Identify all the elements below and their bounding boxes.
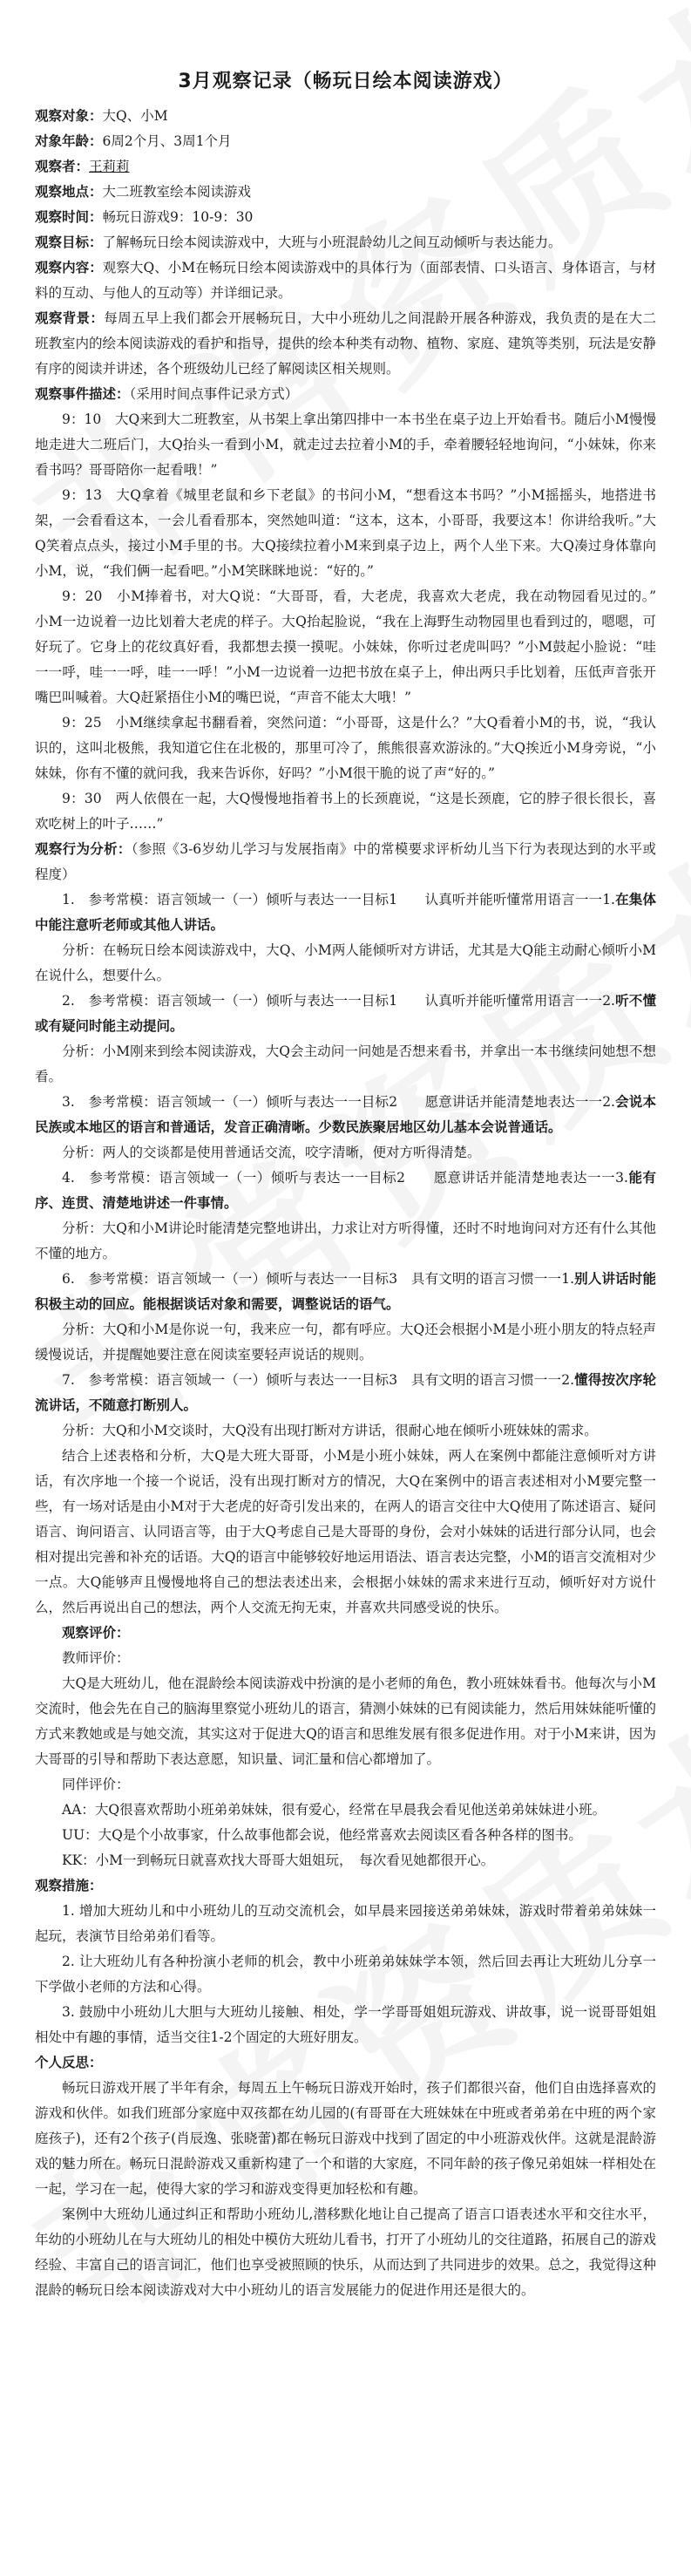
norm-text: 6. 参考常模：语言领域一（一）倾听与表达一一目标3 具有文明的语言习惯一一1. bbox=[62, 1271, 574, 1287]
norm-text: 1. 参考常模：语言领域一（一）倾听与表达一一目标1 认真听并能听懂常用语言一一1. bbox=[62, 892, 615, 907]
info-label: 观察背景： bbox=[35, 310, 105, 326]
analysis-text: 分析：两人的交谈都是使用普通话交流，咬字清晰，便对方听得清楚。 bbox=[62, 1145, 481, 1160]
norm-goal: 能有序、连贯、清楚地讲述一件事情。 bbox=[35, 1170, 656, 1211]
norm-goal: 别人讲话时能积极主动的回应。能根据谈话对象和需要，调整说话的语气。 bbox=[35, 1271, 656, 1312]
analysis-summary: 结合上述表格和分析，大Q是大班大哥哥，小M是小班小妹妹，两人在案例中都能注意倾听对方讲话，有次序地一个接一个说话，没有出现打断对方的情况，大Q在案例中的语言表述相对小M要完整一些，有一场对话是由小M对于大老虎的好奇引发出来的，在两人的语言交往中大Q使用了陈述语言、疑问语言、询问语言、认同语言等，由于大Q考虑自己是大哥哥的身份，会对小妹妹的话进行部分认同，也会相对提出完善和补充的话语。大Q的语言中能够较好地运用语法、语言表达完整，小M的语言交流相对少一点。大Q能够声且慢慢地将自己的想法表述出来，会根据小妹妹的需求来进行互动，倾听好对方说什么，然后再说出自己的想法，两个人交流无拘无束，并喜欢共同感受说的快乐。 bbox=[35, 1448, 656, 1615]
info-value: 了解畅玩日绘本阅读游戏中，大班与小班混龄幼儿之间互动倾听与表达能力。 bbox=[102, 234, 562, 250]
section-label: 观察事件描述： bbox=[35, 386, 130, 402]
norm-text: 3. 参考常模：语言领域一（一）倾听与表达一一目标2 愿意讲话并能清楚地表达一一2. bbox=[62, 1094, 615, 1110]
info-label: 观察目标： bbox=[35, 234, 103, 250]
event-paragraph: 9：25 小M继续拿起书翻看着，突然问道：“小哥哥，这是什么？”大Q看着小M的书，说，“我认识的，这叫北极熊，我知道它住在北极的，那里可冷了，熊熊很喜欢游泳的。”大Q挨近小M身旁说，“小妹妹，你有不懂的就问我，我来告诉你，好吗？”小M很干脆的说了声“好的。” bbox=[35, 715, 656, 781]
info-value: 6周2个月、3周1个月 bbox=[102, 133, 232, 149]
info-value: 畅玩日游戏9：10-9：30 bbox=[102, 209, 254, 225]
info-value: 王莉莉 bbox=[89, 159, 130, 174]
analysis-norm bbox=[35, 1090, 656, 1140]
event-paragraph: 9：10 大Q来到大二班教室，从书架上拿出第四排中一本书坐在桌子边上开始看书。随后小M慢慢地走进大二班后门，大Q抬头一看到小M，就走过去拉着小M的手，牵着腰轻轻地询问，“小妹妹，你来看书吗？哥哥陪你一起看哦！” bbox=[35, 411, 656, 478]
reflection-paragraph: 畅玩日游戏开展了半年有余，每周五上午畅玩日游戏开始时，孩子们都很兴奋，他们自由选择喜欢的游戏和伙伴。如我们班部分家庭中双孩都在幼儿园的(有哥哥在大班妹妹在中班或者弟弟在中班的两个家庭孩子)，还有2个孩子(肖辰逸、张晓蕾)都在畅玩日游戏中找到了固定的中小班游戏伙伴。这就是混龄游戏的魅力所在。畅玩日混龄游戏又重新构建了一个和谐的大家庭，不同年龄的孩子像兄弟姐妹一样相处在一起，学习在一起，使得大家的学习和游戏变得更加轻松和有趣。 bbox=[35, 2080, 657, 2197]
event-paragraph: 9：20 小M捧着书，对大Q说：“大哥哥，看，大老虎，我喜欢大老虎，我在动物园看见过的。” 小M一边说着一边比划着大老虎的样子。大Q抬起脸说，“我在上海野生动物园里也看到过的，嗯嗯，可好玩了。它身上的花纹真好看，我都想去摸一摸呢。小妹妹，你听过老虎叫吗？”小M鼓起小脸说：“哇一一呼，哇一一呼，哇一一呼！”小M一边说着一边把书放在桌子上，伸出两只手比划着，压低声音张开嘴巴叫喊着。大Q赶紧捂住小M的嘴巴说，“声音不能太大哦！” bbox=[35, 588, 670, 705]
peer-eval-item: AA：大Q很喜欢帮助小班弟弟妹妹，很有爱心，经常在早晨我会看见他送弟弟妹妹进小班。 bbox=[62, 1802, 606, 1818]
section-label: 观察行为分析： bbox=[35, 841, 132, 857]
section-label: 观察措施： bbox=[35, 1878, 103, 1893]
info-label: 观察对象： bbox=[35, 108, 103, 124]
info-label: 观察地点： bbox=[35, 184, 103, 200]
info-value: 大二班教室绘本阅读游戏 bbox=[102, 184, 252, 200]
measure-item: 2. 让大班幼儿有各种扮演小老师的机会，教中小班弟弟妹妹学本领，然后回去再让大班幼儿分享一下学做小老师的方法和心得。 bbox=[35, 1954, 657, 1995]
eval-heading bbox=[35, 1621, 656, 1646]
measures-heading bbox=[35, 1873, 656, 1899]
measure-item: 1. 增加大班幼儿和中小班幼儿的互动交流机会，如早晨来园接送弟弟妹妹，游戏时带着弟弟妹妹一起玩，表演节目给弟弟们看等。 bbox=[35, 1903, 657, 1944]
section-note: （参照《3-6岁幼儿学习与发展指南》中的常模要求评析幼儿当下行为表现达到的水平或程度） bbox=[35, 841, 656, 882]
analysis-text: 分析：大Q和小M是你说一句，我来应一句，都有呼应。大Q还会根据小M是小班小朋友的特点轻声缓慢说话，并提醒她要注意在阅读室要轻声说话的规则。 bbox=[35, 1322, 656, 1363]
analysis-text: 分析：小M刚来到绘本阅读游戏，大Q会主动问一问她是否想来看书，并拿出一本书继续问她想不想看。 bbox=[35, 1043, 656, 1084]
info-observer bbox=[35, 154, 656, 180]
teacher-eval-text: 大Q是大班幼儿，他在混龄绘本阅读游戏中扮演的是小老师的角色，教小班妹妹看书。他每次与小M交流时，他会先在自己的脑海里察觉小班幼儿的语言，猜测小妹妹的已有阅读能力，然后用妹妹能听懂的方式来教她或是与她交流，其实这对于促进大Q的语言和思维发展有很多促进作用。对于小M来讲，因为大哥哥的引导和帮助下表达意愿，知识量、词汇量和信心都增加了。 bbox=[35, 1675, 657, 1767]
analysis-text: 分析：大Q和小M交谈时，大Q没有出现打断对方讲话，很耐心地在倾听小班妹妹的需求。 bbox=[62, 1423, 598, 1438]
norm-text: 2. 参考常模：语言领域一（一）倾听与表达一一目标1 认真听并能听懂常用语言一一2. bbox=[62, 993, 615, 1009]
info-background bbox=[35, 306, 656, 382]
info-value: 每周五早上我们都会开展畅玩日，大中小班幼儿之间混龄开展各种游戏，我负责的是在大二班教室内的绘本阅读游戏的看护和指导，提供的绘本种类有动物、植物、家庭、建筑等类别，玩法是安静有序的阅读并讲述，各个班级幼儿已经了解阅读区相关规则。 bbox=[35, 310, 657, 377]
section-label: 个人反思： bbox=[35, 2055, 103, 2070]
events-heading bbox=[35, 382, 656, 407]
peer-eval-item: KK：小M一到畅玩日就喜欢找大哥哥大姐姐玩， 每次看见她都很开心。 bbox=[62, 1852, 495, 1868]
info-object bbox=[35, 104, 656, 129]
teacher-eval-label: 教师评价： bbox=[62, 1650, 130, 1666]
analysis-norm bbox=[35, 1267, 656, 1317]
info-time bbox=[35, 205, 656, 230]
document-title: 3月观察记录（畅玩日绘本阅读游戏） bbox=[178, 71, 513, 92]
info-label: 对象年龄： bbox=[35, 133, 103, 149]
analysis-text: 分析：在畅玩日绘本阅读游戏中，大Q、小M两人能倾听对方讲话，尤其是大Q能主动耐心倾听小M在说什么，想要什么。 bbox=[35, 942, 656, 983]
norm-goal: 在集体中能注意听老师或其他人讲话。 bbox=[35, 892, 656, 933]
info-value: 大Q、小M bbox=[102, 108, 168, 124]
info-content bbox=[35, 255, 656, 306]
reflection-paragraph: 案例中大班幼儿通过纠正和帮助小班幼儿,潜移默化地让自己提高了语言口语表述水平和交往水平，年幼的小班幼儿在与大班幼儿的相处中模仿大班幼儿看书，打开了小班幼儿的交往道路，拓展自己的游戏经验、丰富自己的语言词汇，他们也享受被照顾的快乐，从而达到了共同进步的效果。总之，我觉得这种混龄的畅玩日绘本阅读游戏对大中小班幼儿的语言发展能力的促进作用还是很大的。 bbox=[35, 2206, 657, 2298]
norm-goal: 会说本民族或本地区的语言和普通话，发音正确清晰。少数民族聚居地区幼儿基本会说普通话。 bbox=[35, 1094, 656, 1135]
norm-text: 4. 参考常模：语言领域一（一）倾听与表达一一目标2 愿意讲话并能清楚地表达一一3. bbox=[62, 1170, 628, 1186]
info-value: 观察大Q、小M在畅玩日绘本阅读游戏中的具体行为（面部表情、口头语言、身体语言，与材料的互动、与他人的互动等）并详细记录。 bbox=[35, 260, 656, 301]
event-paragraph: 9：13 大Q拿着《城里老鼠和乡下老鼠》的书问小M，“想看这本书吗？”小M摇摇头，地搭进书架，一会看看这本，一会儿看看那本，突然她叫道：“这本，这本，小哥哥，我要这本！你讲给我听。”大Q笑着点点头，接过小M手里的书。大Q接续拉着小M来到桌子边上，两个人坐下来。大Q凑过身体靠向小M，说，“我们俩一起看吧。”小M笑眯眯地说：“好的。” bbox=[35, 487, 656, 579]
info-label: 观察者： bbox=[35, 159, 90, 174]
analysis-norm bbox=[35, 1368, 656, 1418]
info-age bbox=[35, 129, 656, 154]
analysis-norm bbox=[35, 887, 656, 938]
info-place bbox=[35, 180, 656, 205]
analysis-norm bbox=[35, 1166, 656, 1216]
analysis-norm bbox=[35, 989, 656, 1039]
analysis-heading bbox=[35, 837, 656, 887]
info-label: 观察内容： bbox=[35, 260, 103, 275]
norm-goal: 听不懂或有疑问时能主动提问。 bbox=[35, 993, 656, 1034]
info-goal bbox=[35, 230, 656, 255]
peer-eval-label: 同伴评价： bbox=[62, 1777, 130, 1792]
measure-item: 3. 鼓励中小班幼儿大胆与大班幼儿接触、相处，学一学哥哥姐姐玩游戏、讲故事，说一说哥哥姐姐相处中有趣的事情，适当交往1-2个固定的大班好朋友。 bbox=[35, 2004, 657, 2045]
analysis-text: 分析：大Q和小M讲论时能清楚完整地讲出，力求让对方听得懂，还时不时地询问对方还有什么其他不懂的地方。 bbox=[35, 1220, 656, 1261]
peer-eval-item: UU：大Q是个小故事家，什么故事他都会说，他经常喜欢去阅读区看各种各样的图书。 bbox=[62, 1827, 582, 1843]
info-label: 观察时间： bbox=[35, 209, 103, 225]
section-label: 观察评价： bbox=[62, 1625, 130, 1641]
section-note: （采用时间点事件记录方式） bbox=[129, 386, 299, 402]
norm-text: 7. 参考常模：语言领域一（一）倾听与表达一一目标3 具有文明的语言习惯一一2. bbox=[62, 1372, 574, 1388]
norm-goal: 懂得按次序轮流讲话，不随意打断别人。 bbox=[35, 1372, 656, 1413]
event-paragraph: 9：30 两人依偎在一起，大Q慢慢地指着书上的长颈鹿说，“这是长颈鹿，它的脖子很长很长，喜欢吃树上的叶子……” bbox=[35, 791, 656, 832]
reflection-heading bbox=[35, 2050, 656, 2076]
